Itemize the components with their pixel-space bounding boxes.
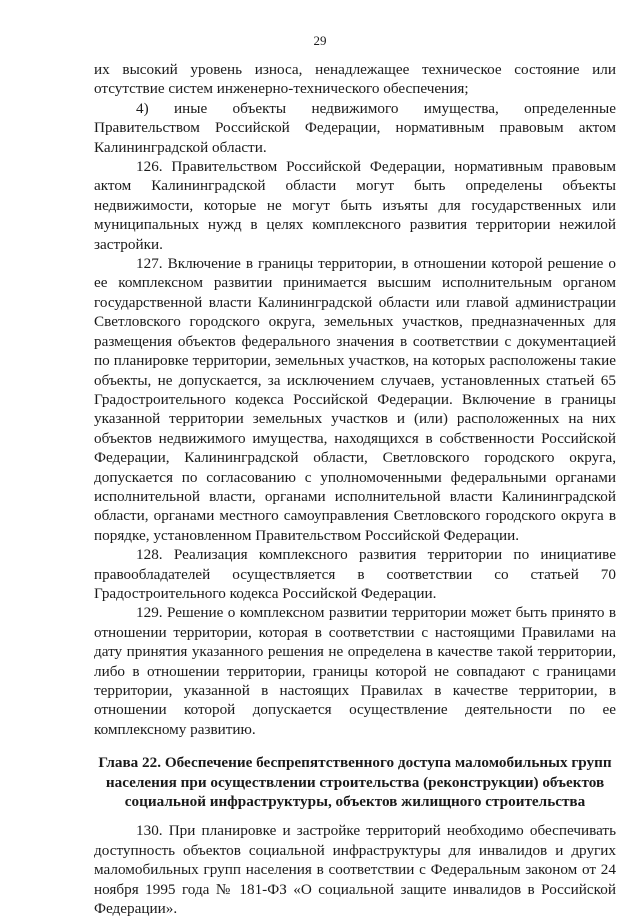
paragraph-126: 126. Правительством Российской Федерации, нормативным правовым актом Калининградской области могут быть определены объекты недвижимости, которые не могут быть изъяты для государственных или муниципальных нужд в целях комплексного развития территории нежилой застройки.: [94, 158, 616, 253]
paragraph: их высокий уровень износа, ненадлежащее техническое состояние или отсутствие систем инженерно-технического обеспечения;: [94, 61, 616, 98]
document-body: [94, 60, 616, 918]
page-number: 29: [313, 33, 327, 48]
paragraph-130: 130. При планировке и застройке территорий необходимо обеспечивать доступность объектов социальной инфраструктуры для инвалидов и других маломобильных групп населения в соответствии с Федеральным законом от 24 ноября 1995 года № 181-ФЗ «О социальной защите инвалидов в Российской Федерации».: [94, 822, 616, 918]
paragraph: 4) иные объекты недвижимого имущества, определенные Правительством Российской Федерации, нормативным правовым актом Калининградской области.: [94, 99, 616, 156]
paragraph-129: 129. Решение о комплексном развитии территории может быть принято в отношении территории, которая в соответствии с настоящими Правилами на дату принятия указанного решения не определена в качестве такой территории, либо в отношении территории, границы которой не совпадают с границами территории, указанной в настоящих Правилах в качестве территории, в отношении которой допускается осуществление деятельности по ее комплексному развитию.: [94, 604, 616, 738]
chapter-heading: Глава 22. Обеспечение беспрепятственного доступа маломобильных групп населения при осуществлении строительства (реконструкции) объектов социальной инфраструктуры, объектов жилищного строительства: [98, 754, 612, 811]
paragraph-128: 128. Реализация комплексного развития территории по инициативе правообладателей осуществляется в соответствии со статьей 70 Градостроительного кодекса Российской Федерации.: [94, 546, 616, 602]
paragraph-127: 127. Включение в границы территории, в отношении которой решение о ее комплексном развитии принимается высшим исполнительным органом государственной власти Калининградской области или главой администрации Светловского городского округа, земельных участков, предназначенных для размещения объектов федерального значения в соответствии с документацией по планировке территории, земельных участков, на которых расположены такие объекты, не допускается, за исключением случаев, установленных статьей 65 Градостроительного кодекса Российской Федерации. Включение в границы указанной территории земельных участков и (или) расположенных на них объектов недвижимого имущества, находящихся в собственности Российской Федерации, Калининградской области, Светловского городского округа, допускается по согласованию с уполномоченными федеральными органами исполнительной власти, органами исполнительной власти Калининградской области, органами местного самоуправления Светловского городского округа в порядке, установленном Правительством Российской Федерации.: [94, 255, 616, 544]
